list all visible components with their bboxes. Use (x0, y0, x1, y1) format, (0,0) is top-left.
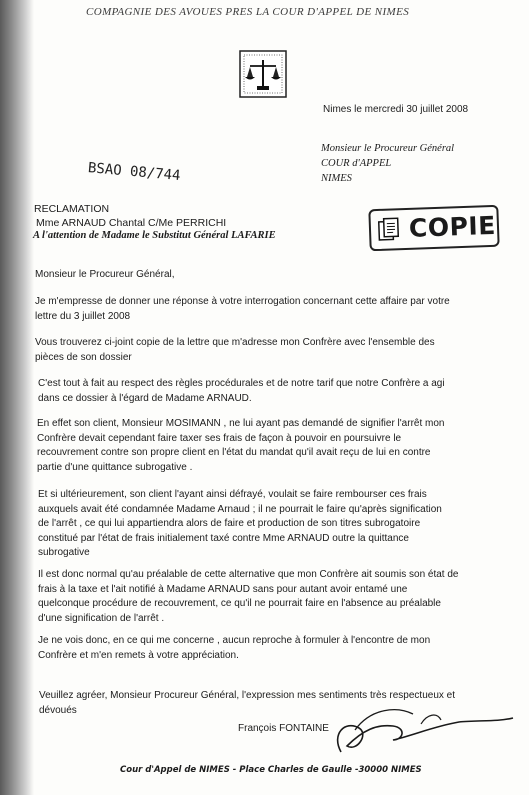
paragraph-7 (38, 634, 430, 663)
paragraph-line: Vous trouverez ci-joint copie de la lettre que m'adresse mon Confrère avec l'ensemble des (35, 337, 435, 348)
paragraph-line: lettre du 3 juillet 2008 (35, 310, 131, 322)
paragraph-4 (37, 417, 444, 475)
paragraph-line: frais à la taxe et l'ait notifié à Madame ARNAUD sans pour autant avoir entamé une (38, 583, 408, 595)
paragraph-line: subrogative (38, 547, 90, 558)
signatory-name: François FONTAINE (238, 723, 329, 734)
paragraph-3 (38, 377, 445, 406)
case-parties: Mme ARNAUD Chantal C/Me PERRICHI (36, 217, 227, 229)
paragraph-line: dévoués (39, 704, 77, 716)
firm-scales-logo (239, 50, 287, 98)
paragraph-line: auxquels avait été condamnée Madame Arnaud ; il ne pourrait le faire qu'après signification (38, 503, 442, 515)
paragraph-line: Je m'empresse de donner une réponse à votre interrogation concernant cette affaire par votre (35, 296, 450, 307)
paragraph-line: Et si ultérieurement, son client l'ayant ainsi défrayé, voulait se faire rembourser ces frais (38, 489, 427, 500)
handwritten-reference: BSAO 08/744 (87, 160, 182, 185)
scan-edge-shadow (0, 0, 34, 795)
recipient-city: NIMES (321, 173, 352, 184)
reclamation-heading: RECLAMATION (34, 203, 110, 215)
paragraph-line: En effet son client, Monsieur MOSIMANN , ne lui ayant pas demandé de signifier l'arrêt mon (37, 418, 445, 429)
paragraph-line: quelconque procédure de recouvrement, ce qu'il ne pourrait faire en l'absence au préalable (38, 598, 441, 609)
paragraph-line: pièces de son dossier (35, 351, 132, 363)
stamp-label: COPIE (408, 210, 497, 243)
paragraph-line: constitué par l'état de frais initialement taxé contre Mme ARNAUD outre la quittance (38, 532, 409, 544)
paragraph-1 (35, 295, 450, 324)
recipient-name: Monsieur le Procureur Général (321, 143, 455, 154)
paragraph-line: Confrère devait cependant faire taxer ses frais de façon à pouvoir en poursuivre le (37, 432, 402, 444)
salutation: Monsieur le Procureur Général, (35, 269, 175, 280)
letter-date: Nimes le mercredi 30 juillet 2008 (323, 104, 469, 115)
footer-address: Cour d'Appel de NIMES - Place Charles de Gaulle -30000 NIMES (120, 765, 422, 775)
firm-letterhead: COMPAGNIE DES AVOUES PRES LA COUR D'APPEL DE NIMES (86, 6, 410, 18)
attention-line: A l'attention de Madame le Substitut Général LAFARIE (33, 230, 276, 241)
paragraph-5 (38, 488, 442, 561)
paragraph-line: d'une signification de l'arrêt . (38, 612, 165, 624)
paragraph-line: de l'arrêt , ce qui lui appartiendra alors de faire et production de son titres subrogatoire (38, 518, 421, 529)
copy-stamp (368, 205, 499, 252)
paragraph-line: Confrère et m'en remets à votre appréciation. (38, 649, 239, 661)
paragraph-line: Je ne vois donc, en ce qui me concerne , aucun reproche à formuler à l'encontre de mon (38, 635, 431, 646)
paragraph-line: Il est donc normal qu'au préalable de cette alternative que mon Confrère ait soumis son état de (38, 569, 459, 580)
paragraph-line: recouvrement contre son propre client en l'état du mandat qu'il avait reçu de lui en contre (37, 447, 431, 458)
recipient-court: COUR d'APPEL (321, 158, 392, 169)
paragraph-line: partie d'une quittance subrogative . (37, 461, 193, 473)
document-icon (377, 216, 402, 243)
paragraph-line: Veuillez agréer, Monsieur Procureur Général, l'expression mes sentiments très respectueux et (39, 690, 455, 701)
paragraph-6 (38, 568, 459, 626)
paragraph-line: C'est tout à fait au respect des règles procédurales et de notre tarif que notre Confrère a agi (38, 378, 445, 389)
recipient-block (321, 141, 454, 186)
paragraph-2 (35, 336, 435, 365)
paragraph-line: dans ce dossier à l'égard de Madame ARNAUD. (38, 392, 252, 404)
handwritten-signature (301, 700, 521, 760)
